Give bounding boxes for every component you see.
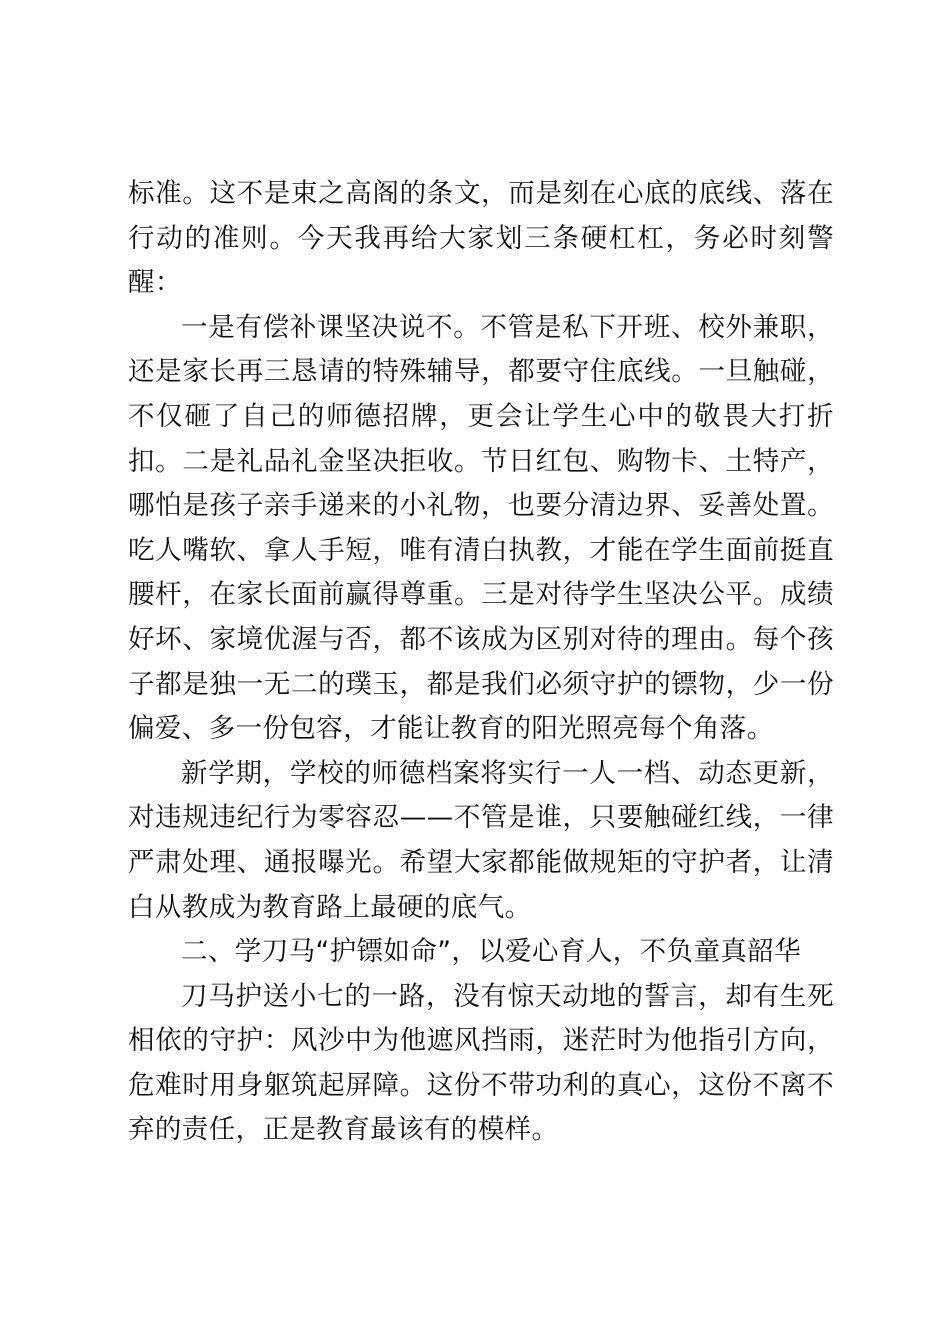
paragraph-continuation: 标准。这不是束之高阁的条文，而是刻在心底的底线、落在行动的准则。今天我再给大家划三条硬杠杠，务必时刻警醒： — [128, 178, 834, 299]
paragraph-three-rules: 一是有偿补课坚决说不。不管是私下开班、校外兼职，还是家长再三恳请的特殊辅导，都要守住底线。一旦触碰，不仅砸了自己的师德招牌，更会让学生心中的敬畏大打折扣。二是礼品礼金坚决拒收。节日红包、购物卡、土特产，哪怕是孩子亲手递来的小礼物，也要分清边界、妥善处置。吃人嘴软、拿人手短，唯有清白执教，才能在学生面前挺直腰杆，在家长面前赢得尊重。三是对待学生坚决公平。成绩好坏、家境优渥与否，都不该成为区别对待的理由。每个孩子都是独一无二的璞玉，都是我们必须守护的镖物，少一份偏爱、多一份包容，才能让教育的阳光照亮每个角落。 — [128, 311, 834, 745]
paragraph-new-semester: 新学期，学校的师德档案将实行一人一档、动态更新，对违规违纪行为零容忍——不管是谁，只要触碰红线，一律严肃处理、通报曝光。希望大家都能做规矩的守护者，让清白从教成为教育路上最硬的底气。 — [128, 757, 834, 923]
body-text — [128, 172, 834, 1153]
paragraph-daoma: 刀马护送小七的一路，没有惊天动地的誓言，却有生死相依的守护：风沙中为他遮风挡雨，迷茫时为他指引方向，危难时用身躯筑起屏障。这份不带功利的真心，这份不离不弃的责任，正是教育最该有的模样。 — [128, 980, 834, 1146]
section-heading: 二、学刀马“护镖如命”，以爱心育人，不负童真韶华 — [181, 936, 802, 968]
